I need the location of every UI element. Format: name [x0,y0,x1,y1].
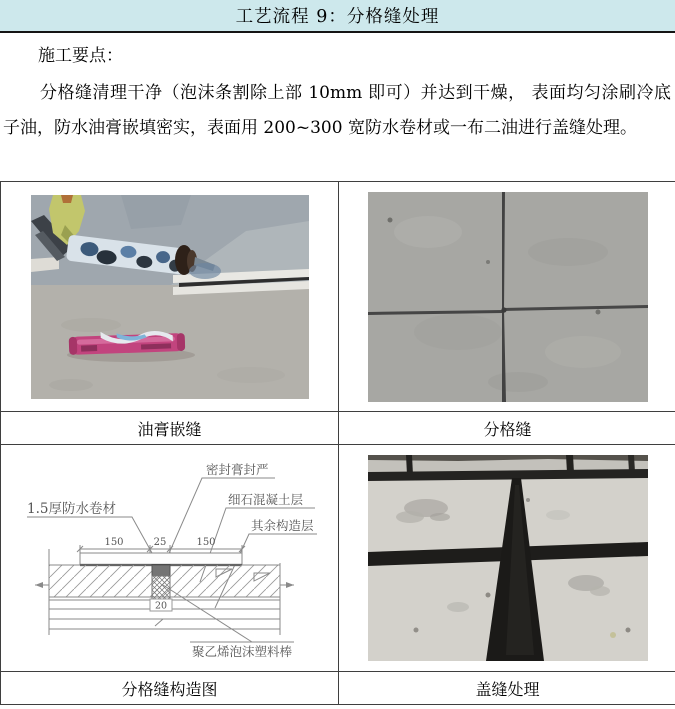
page-title: 工艺流程 9：分格缝处理 [235,7,440,27]
photo-cell-covered-joint [339,445,675,672]
diagram-label-foam-rod: 聚乙烯泡沫塑料棒 [192,644,293,659]
joint-construction-diagram [2,445,337,671]
covered-joint-photo [368,455,648,661]
dividing-joint-photo [368,192,648,402]
photo-cell-dividing-joint [339,182,675,412]
diagram-cell [1,445,339,672]
caption-covered-joint: 盖缝处理 [339,672,675,705]
diagram-dim-depth: 20 [154,600,168,612]
caption-diagram: 分格缝构造图 [1,672,339,705]
caption-sealant-gun: 油膏嵌缝 [1,412,339,445]
diagram-label-other-layers: 其余构造层 [251,518,314,533]
diagram-dim-right: 150 [196,537,216,548]
diagram-label-sealant: 密封膏封严 [206,462,269,477]
notes-body: 分格缝清理干净（泡沫条割除上部 10mm 即可）并达到干燥， 表面均匀涂刷冷底子油，防水油膏嵌填密实，表面用 200~300 宽防水卷材或一布二油进行盖缝处理。 [3,83,671,138]
title-bar [0,0,675,33]
caption-dividing-joint: 分格缝 [339,412,675,445]
diagram-label-membrane: 1.5厚防水卷材 [27,501,116,517]
photo-cell-sealant-gun [1,182,339,412]
diagram-dim-center: 25 [153,537,167,548]
diagram-dim-left: 150 [104,537,124,548]
sealant-gun-photo [31,195,309,399]
photo-table [0,181,675,705]
notes-heading: 施工要点： [38,46,123,66]
diagram-label-fine-concrete: 细石混凝土层 [228,492,304,507]
notes-section [0,33,675,181]
